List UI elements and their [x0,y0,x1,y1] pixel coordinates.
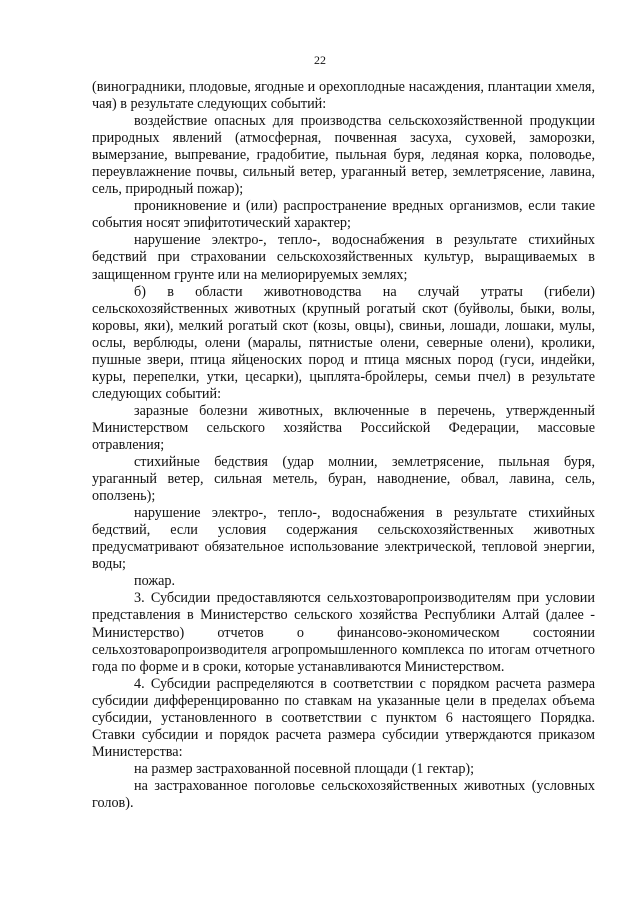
document-body [92,79,595,812]
paragraph-natural-disasters: стихийные бедствия (удар молнии, землетрясение, пыльная буря, ураганный ветер, сильная метель, буран, наводнение, обвал, лавина, сель, оползень); [92,454,595,505]
paragraph-utility-disruption-livestock: нарушение электро-, тепло-, водоснабжения в результате стихийных бедствий, если условия содержания сельскохозяйственных животных предусматривают обязательное использование электрической, тепловой энергии, воды; [92,505,595,573]
paragraph-animal-diseases: заразные болезни животных, включенные в перечень, утвержденный Министерством сельского хозяйства Российской Федерации, массовые отравления; [92,402,595,453]
page-number: 22 [314,53,326,67]
paragraph-harmful-organisms: проникновение и (или) распространение вредных организмов, если такие события носят эпифитотический характер; [92,198,595,232]
paragraph-item-3: 3. Субсидии предоставляются сельхозтоваропроизводителям при условии представления в Министерство сельского хозяйства Республики Алтай (далее - Министерство) отчетов о финансово-экономическом состоянии сельхозтоваропроизводителя агропромышленного комплекса по итогам отчетного года по форме и в сроки, которые устанавливаются Министерством. [92,590,595,675]
paragraph-natural-hazards: воздействие опасных для производства сельскохозяйственной продукции природных явлений (атмосферная, почвенная засуха, суховей, заморозки, вымерзание, выпревание, градобитие, пыльная буря, ледяная корка, половодье, переувлажнение почвы, сильный ветер, ураганный ветер, землетрясение, лавина, сель, природный пожар); [92,113,595,198]
paragraph-livestock: б) в области животноводства на случай утраты (гибели) сельскохозяйственных животных (крупный рогатый скот (буйволы, быки, волы, коровы, яки), мелкий рогатый скот (козы, овцы), свиньи, лошади, лошаки, мулы, ослы, верблюды, олени (маралы, пятнистые олени, северные олени), кролики, пушные звери, птица яйценоских пород и птица мясных пород (гуси, индейки, куры, перепелки, утки, цесарки), цыплята-бройлеры, семьи пчел) в результате следующих событий: [92,283,595,402]
paragraph-item-4: 4. Субсидии распределяются в соответствии с порядком расчета размера субсидии дифференцированно по ставкам на указанные цели в пределах объема субсидии, установленного в соответствии с пунктом 6 настоящего Порядка. Ставки субсидии и порядок расчета размера субсидии утверждаются приказом Министерства: [92,675,595,760]
paragraph-utility-disruption-crops: нарушение электро-, тепло-, водоснабжения в результате стихийных бедствий при страховании сельскохозяйственных культур, выращиваемых в защищенном грунте или на мелиорируемых землях; [92,232,595,283]
paragraph-fire: пожар. [134,573,176,590]
paragraph-continuation: (виноградники, плодовые, ягодные и орехоплодные насаждения, плантации хмеля, чая) в результате следующих событий: [92,79,595,113]
paragraph-insured-area: на размер застрахованной посевной площади (1 гектар); [134,760,475,777]
paragraph-insured-livestock: на застрахованное поголовье сельскохозяйственных животных (условных голов). [92,777,595,811]
